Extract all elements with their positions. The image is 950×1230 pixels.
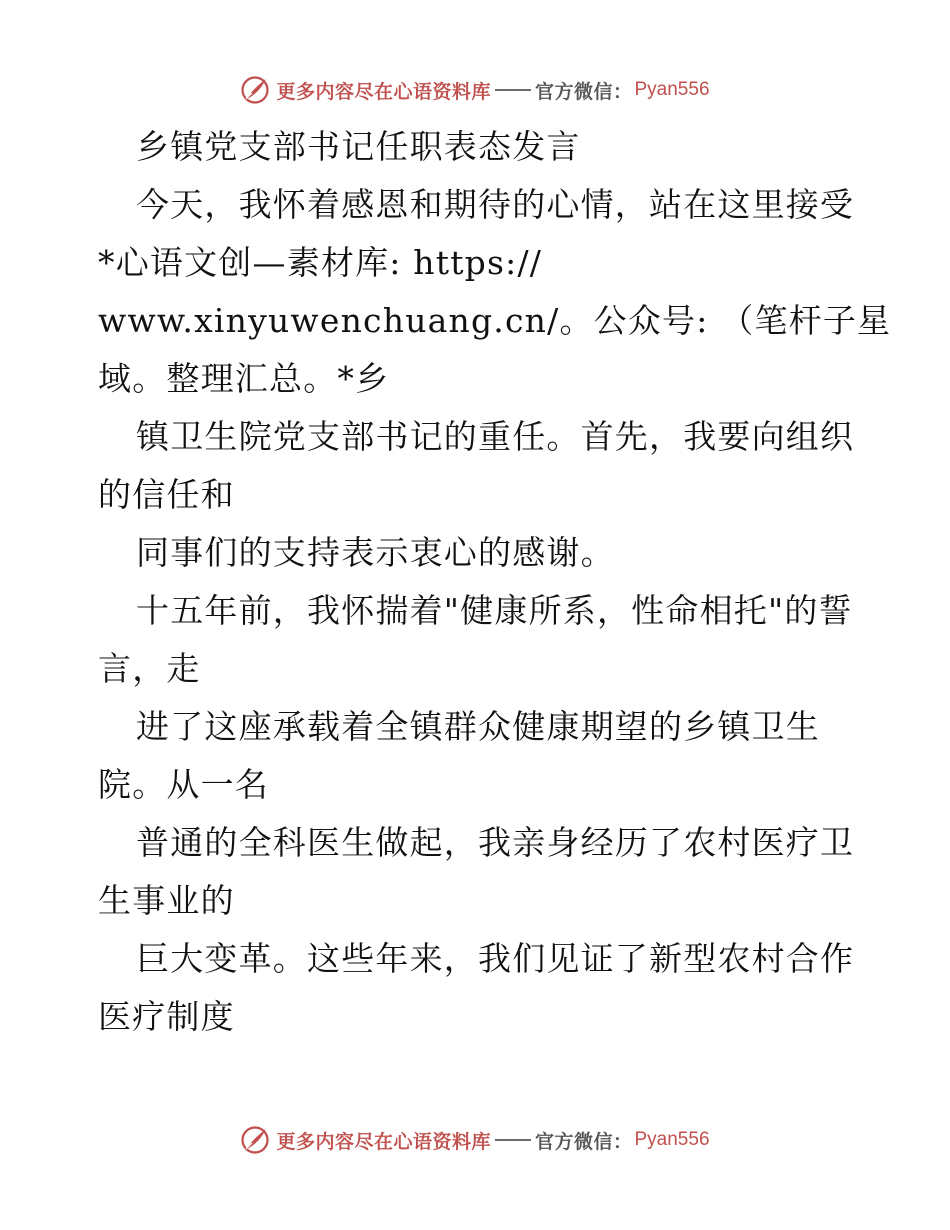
banner-wechat-id: Pyan556 [634, 1129, 710, 1150]
banner-text: 更多内容尽在心语资料库 [276, 1130, 491, 1153]
header-banner [0, 70, 950, 110]
text-line: 生事业的 [98, 881, 235, 920]
text-line: 进了这座承载着全镇群众健康期望的乡镇卫生 [136, 707, 820, 746]
text-line: 镇卫生院党支部书记的重任。首先，我要向组织 [136, 417, 855, 456]
banner-label: 官方微信： [534, 1130, 633, 1153]
text-line: 言，走 [98, 649, 201, 688]
banner-wechat-id: Pyan556 [634, 79, 710, 100]
text-line: 普通的全科医生做起，我亲身经历了农村医疗卫 [136, 823, 855, 862]
banner-text: 更多内容尽在心语资料库 [276, 80, 491, 103]
quill-pen-logo-icon [240, 75, 270, 105]
text-line: 巨大变革。这些年来，我们见证了新型农村合作 [136, 939, 855, 978]
text-line: 医疗制度 [98, 997, 235, 1036]
quill-pen-logo-icon [240, 1125, 270, 1155]
text-line: 域。整理汇总。*乡 [98, 359, 390, 398]
text-line: 院。从一名 [98, 765, 269, 804]
banner-label: 官方微信： [534, 80, 633, 103]
document-title: 乡镇党支部书记任职表态发言 [136, 127, 581, 166]
text-line: 同事们的支持表示衷心的感谢。 [136, 533, 615, 572]
banner-divider [495, 1139, 531, 1141]
text-line: 今天，我怀着感恩和期待的心情，站在这里接受 [136, 185, 855, 224]
text-line: www.xinyuwenchuang.cn/。公众号: （笔杆子星 [98, 301, 892, 340]
text-line: 的信任和 [98, 475, 235, 514]
text-line: *心语文创—素材库: https:// [98, 243, 543, 282]
text-line: 十五年前，我怀揣着"健康所系，性命相托"的誓 [136, 591, 853, 630]
footer-banner [0, 1120, 950, 1160]
banner-divider [495, 89, 531, 91]
document-body [98, 118, 892, 1046]
